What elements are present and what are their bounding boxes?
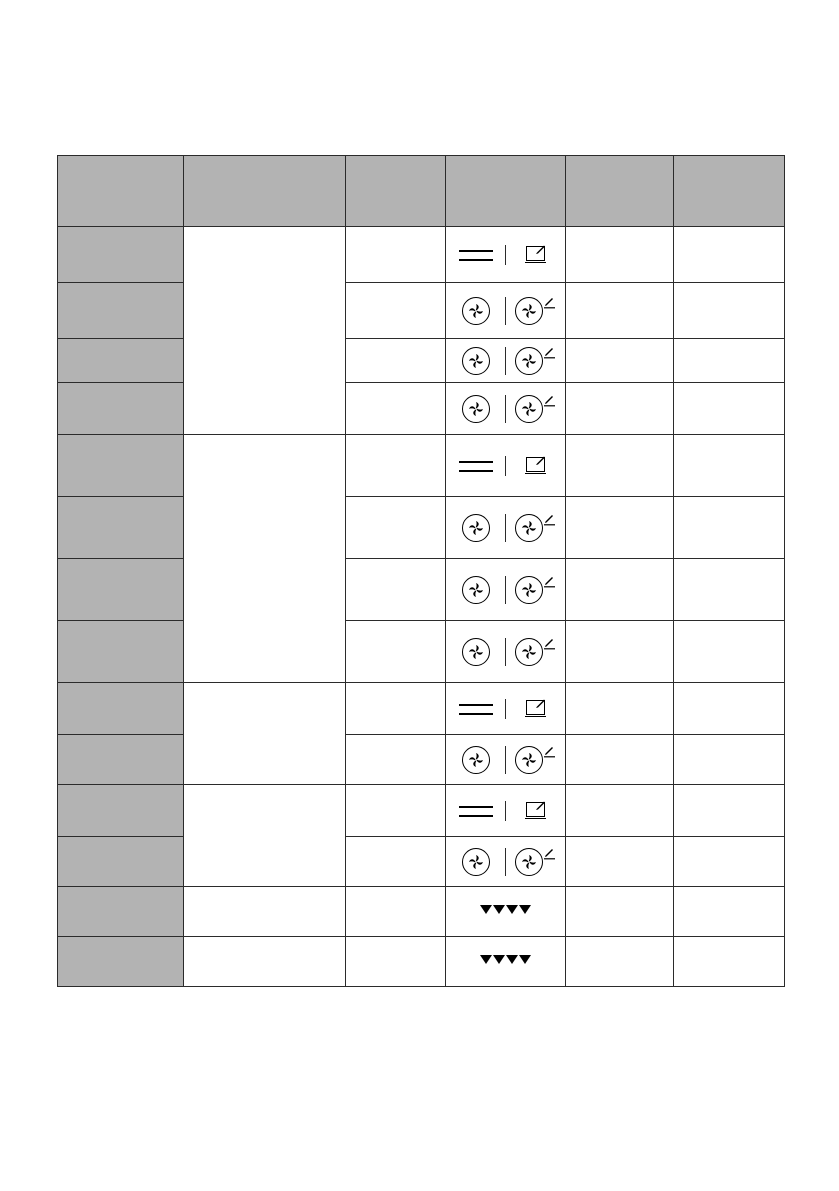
row-value-cell — [346, 383, 446, 435]
fan-edit-icon — [505, 638, 565, 666]
lines-icon — [446, 247, 505, 263]
row-group-cell — [184, 937, 346, 987]
row-label-cell — [58, 497, 184, 559]
row-note-cell — [566, 621, 674, 683]
edit-icon — [505, 801, 565, 821]
row-value-cell — [346, 785, 446, 837]
fan-edit-icon — [505, 514, 565, 542]
row-note-cell — [566, 559, 674, 621]
row-value-cell — [346, 339, 446, 383]
table-row — [58, 837, 785, 887]
row-extra-cell — [674, 383, 785, 435]
spec-table — [57, 155, 785, 987]
row-value-cell — [346, 283, 446, 339]
fan-icon — [446, 848, 505, 876]
table-row — [58, 383, 785, 435]
row-note-cell — [566, 283, 674, 339]
row-icon-cell — [446, 383, 566, 435]
row-icon-cell — [446, 937, 566, 987]
row-extra-cell — [674, 785, 785, 837]
edit-icon — [505, 245, 565, 265]
table-row — [58, 621, 785, 683]
fan-icon — [446, 347, 505, 375]
fan-icon — [446, 638, 505, 666]
row-value-cell — [346, 621, 446, 683]
row-value-cell — [346, 683, 446, 735]
fan-edit-icon — [505, 297, 565, 325]
lines-icon — [446, 701, 505, 717]
row-note-cell — [566, 937, 674, 987]
table-row — [58, 559, 785, 621]
row-label-cell — [58, 283, 184, 339]
triangles-icon — [480, 955, 531, 964]
row-label-cell — [58, 383, 184, 435]
fan-icon — [446, 514, 505, 542]
row-note-cell — [566, 683, 674, 735]
row-value-cell — [346, 559, 446, 621]
fan-edit-icon — [505, 848, 565, 876]
row-label-cell — [58, 735, 184, 785]
header-cell-6 — [674, 156, 785, 227]
row-note-cell — [566, 339, 674, 383]
row-value-cell — [346, 435, 446, 497]
row-icon-cell — [446, 559, 566, 621]
row-extra-cell — [674, 559, 785, 621]
row-label-cell — [58, 837, 184, 887]
row-icon-cell — [446, 621, 566, 683]
table-row — [58, 683, 785, 735]
lines-icon — [446, 803, 505, 819]
triangles-icon — [480, 905, 531, 914]
row-icon-cell — [446, 887, 566, 937]
row-icon-cell — [446, 435, 566, 497]
row-label-cell — [58, 227, 184, 283]
table-row — [58, 497, 785, 559]
row-extra-cell — [674, 621, 785, 683]
row-extra-cell — [674, 937, 785, 987]
row-note-cell — [566, 735, 674, 785]
fan-edit-icon — [505, 746, 565, 774]
table-row — [58, 227, 785, 283]
row-icon-cell — [446, 227, 566, 283]
table-row — [58, 937, 785, 987]
row-label-cell — [58, 887, 184, 937]
edit-icon — [505, 699, 565, 719]
row-extra-cell — [674, 435, 785, 497]
row-group-cell — [184, 887, 346, 937]
row-icon-cell — [446, 735, 566, 785]
fan-edit-icon — [505, 347, 565, 375]
row-label-cell — [58, 683, 184, 735]
header-cell-4 — [446, 156, 566, 227]
row-label-cell — [58, 559, 184, 621]
row-icon-cell — [446, 339, 566, 383]
row-label-cell — [58, 785, 184, 837]
row-extra-cell — [674, 497, 785, 559]
row-label-cell — [58, 937, 184, 987]
header-cell-3 — [346, 156, 446, 227]
row-extra-cell — [674, 837, 785, 887]
header-cell-2 — [184, 156, 346, 227]
row-extra-cell — [674, 339, 785, 383]
row-value-cell — [346, 837, 446, 887]
row-group-cell — [184, 227, 346, 435]
row-note-cell — [566, 383, 674, 435]
row-note-cell — [566, 887, 674, 937]
row-note-cell — [566, 837, 674, 887]
edit-icon — [505, 456, 565, 476]
table-row — [58, 283, 785, 339]
table-row — [58, 735, 785, 785]
fan-edit-icon — [505, 395, 565, 423]
row-group-cell — [184, 683, 346, 785]
row-icon-cell — [446, 837, 566, 887]
fan-icon — [446, 576, 505, 604]
row-extra-cell — [674, 887, 785, 937]
row-extra-cell — [674, 683, 785, 735]
row-group-cell — [184, 435, 346, 683]
row-value-cell — [346, 497, 446, 559]
row-extra-cell — [674, 227, 785, 283]
header-cell-5 — [566, 156, 674, 227]
fan-icon — [446, 297, 505, 325]
table-row — [58, 785, 785, 837]
row-icon-cell — [446, 683, 566, 735]
row-value-cell — [346, 227, 446, 283]
row-label-cell — [58, 621, 184, 683]
row-label-cell — [58, 339, 184, 383]
row-value-cell — [346, 937, 446, 987]
table-header-row — [58, 156, 785, 227]
row-group-cell — [184, 785, 346, 887]
fan-icon — [446, 395, 505, 423]
row-icon-cell — [446, 785, 566, 837]
row-note-cell — [566, 785, 674, 837]
fan-edit-icon — [505, 576, 565, 604]
row-note-cell — [566, 435, 674, 497]
row-value-cell — [346, 735, 446, 785]
row-value-cell — [346, 887, 446, 937]
row-note-cell — [566, 497, 674, 559]
row-icon-cell — [446, 283, 566, 339]
row-note-cell — [566, 227, 674, 283]
table-row — [58, 887, 785, 937]
table-row — [58, 339, 785, 383]
lines-icon — [446, 458, 505, 474]
row-extra-cell — [674, 283, 785, 339]
row-icon-cell — [446, 497, 566, 559]
fan-icon — [446, 746, 505, 774]
table-row — [58, 435, 785, 497]
row-extra-cell — [674, 735, 785, 785]
row-label-cell — [58, 435, 184, 497]
header-cell-1 — [58, 156, 184, 227]
